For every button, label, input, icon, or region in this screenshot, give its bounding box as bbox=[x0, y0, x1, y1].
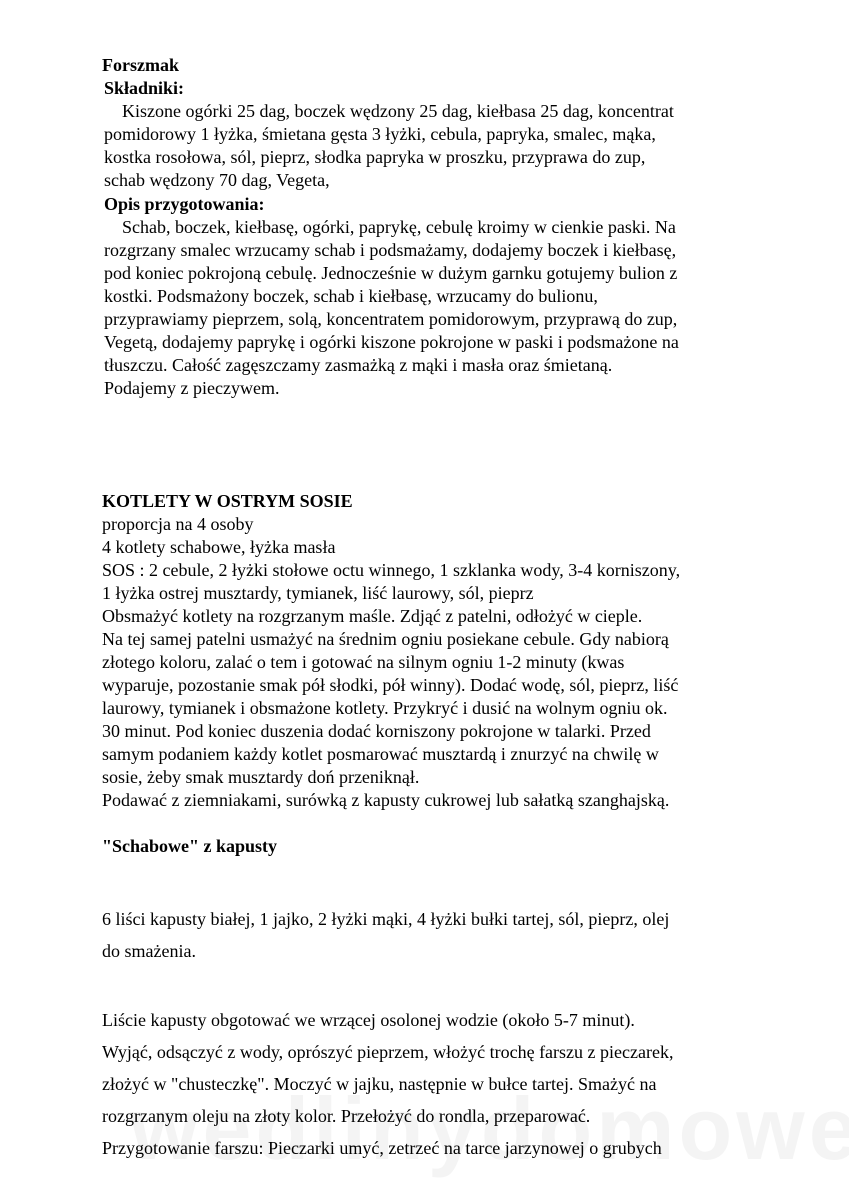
text-line: pod koniec pokrojoną cebulę. Jednocześnie w dużym garnku gotujemy bulion z bbox=[104, 263, 678, 283]
text-line: Podawać z ziemniakami, surówką z kapusty cukrowej lub sałatką szanghajską. bbox=[102, 790, 670, 810]
text-line: 6 liści kapusty białej, 1 jajko, 2 łyżki mąki, 4 łyżki bułki tartej, sól, pieprz, olej bbox=[102, 909, 670, 929]
text-line: 1 łyżka ostrej musztardy, tymianek, liść laurowy, sól, pieprz bbox=[102, 583, 534, 603]
preparation-heading: Opis przygotowania: bbox=[104, 194, 265, 214]
ingredients-paragraph bbox=[104, 100, 674, 192]
recipe-body bbox=[102, 513, 680, 812]
recipe-title-kotlety: KOTLETY W OSTRYM SOSIE bbox=[102, 491, 353, 511]
text-line: Wyjąć, odsączyć z wody, oprószyć pieprzem, włożyć trochę farszu z pieczarek, bbox=[102, 1042, 674, 1062]
text-line: tłuszczu. Całość zagęszczamy zasmażką z mąki i masła oraz śmietaną. bbox=[104, 355, 613, 375]
ingredients-paragraph bbox=[102, 903, 669, 967]
text-line: wyparuje, pozostanie smak pół słodki, pół winny). Dodać wodę, sól, pieprz, liść bbox=[102, 675, 679, 695]
text-line: Obsmażyć kotlety na rozgrzanym maśle. Zdjąć z patelni, odłożyć w cieple. bbox=[102, 606, 643, 626]
text-line: kostki. Podsmażony boczek, schab i kiełbasę, wrzucamy do bulionu, bbox=[104, 286, 598, 306]
text-line: kostka rosołowa, sól, pieprz, słodka papryka w proszku, przyprawa do zup, bbox=[104, 147, 646, 167]
text-line: proporcja na 4 osoby bbox=[102, 514, 254, 534]
text-line: samym podaniem każdy kotlet posmarować musztardą i znurzyć na chwilę w bbox=[102, 744, 659, 764]
text-line: Liście kapusty obgotować we wrzącej osolonej wodzie (około 5-7 minut). bbox=[102, 1010, 635, 1030]
text-line: Schab, boczek, kiełbasę, ogórki, paprykę, cebulę kroimy w cienkie paski. Na bbox=[104, 217, 676, 237]
preparation-paragraph bbox=[104, 216, 679, 400]
text-line: Przygotowanie farszu: Pieczarki umyć, zetrzeć na tarce jarzynowej o grubych bbox=[102, 1138, 662, 1158]
recipe-title-schabowe: "Schabowe" z kapusty bbox=[102, 836, 278, 856]
text-line: przyprawiamy pieprzem, solą, koncentratem pomidorowym, przyprawą do zup, bbox=[104, 309, 678, 329]
text-line: Na tej samej patelni usmażyć na średnim ogniu posiekane cebule. Gdy nabiorą bbox=[102, 629, 669, 649]
text-line: schab wędzony 70 dag, Vegeta, bbox=[104, 170, 330, 190]
text-line: pomidorowy 1 łyżka, śmietana gęsta 3 łyżki, cebula, papryka, smalec, mąka, bbox=[104, 124, 656, 144]
text-line: SOS : 2 cebule, 2 łyżki stołowe octu winnego, 1 szklanka wody, 3-4 korniszony, bbox=[102, 560, 681, 580]
text-line: Kiszone ogórki 25 dag, boczek wędzony 25 dag, kiełbasa 25 dag, koncentrat bbox=[104, 101, 674, 121]
text-line: do smażenia. bbox=[102, 941, 196, 961]
ingredients-heading: Składniki: bbox=[104, 78, 185, 98]
text-line: rozgrzany smalec wrzucamy schab i podsmażamy, dodajemy boczek i kiełbasę, bbox=[104, 240, 677, 260]
text-line: sosie, żeby smak musztardy doń przeniknął. bbox=[102, 767, 420, 787]
text-line: Podajemy z pieczywem. bbox=[104, 378, 280, 398]
text-line: laurowy, tymianek i obsmażone kotlety. Przykryć i dusić na wolnym ogniu ok. bbox=[102, 698, 668, 718]
text-line: 30 minut. Pod koniec duszenia dodać korniszony pokrojone w talarki. Przed bbox=[102, 721, 651, 741]
text-line: Vegetą, dodajemy paprykę i ogórki kiszone pokrojone w paski i podsmażone na bbox=[104, 332, 679, 352]
preparation-paragraph bbox=[102, 1004, 673, 1164]
text-line: 4 kotlety schabowe, łyżka masła bbox=[102, 537, 336, 557]
text-line: rozgrzanym oleju na złoty kolor. Przełożyć do rondla, przeparować. bbox=[102, 1106, 591, 1126]
text-line: złożyć w "chusteczkę". Moczyć w jajku, następnie w bułce tartej. Smażyć na bbox=[102, 1074, 657, 1094]
text-line: złotego koloru, zalać o tem i gotować na silnym ogniu 1-2 minuty (kwas bbox=[102, 652, 625, 672]
recipe-title-forszmak: Forszmak bbox=[102, 55, 179, 75]
